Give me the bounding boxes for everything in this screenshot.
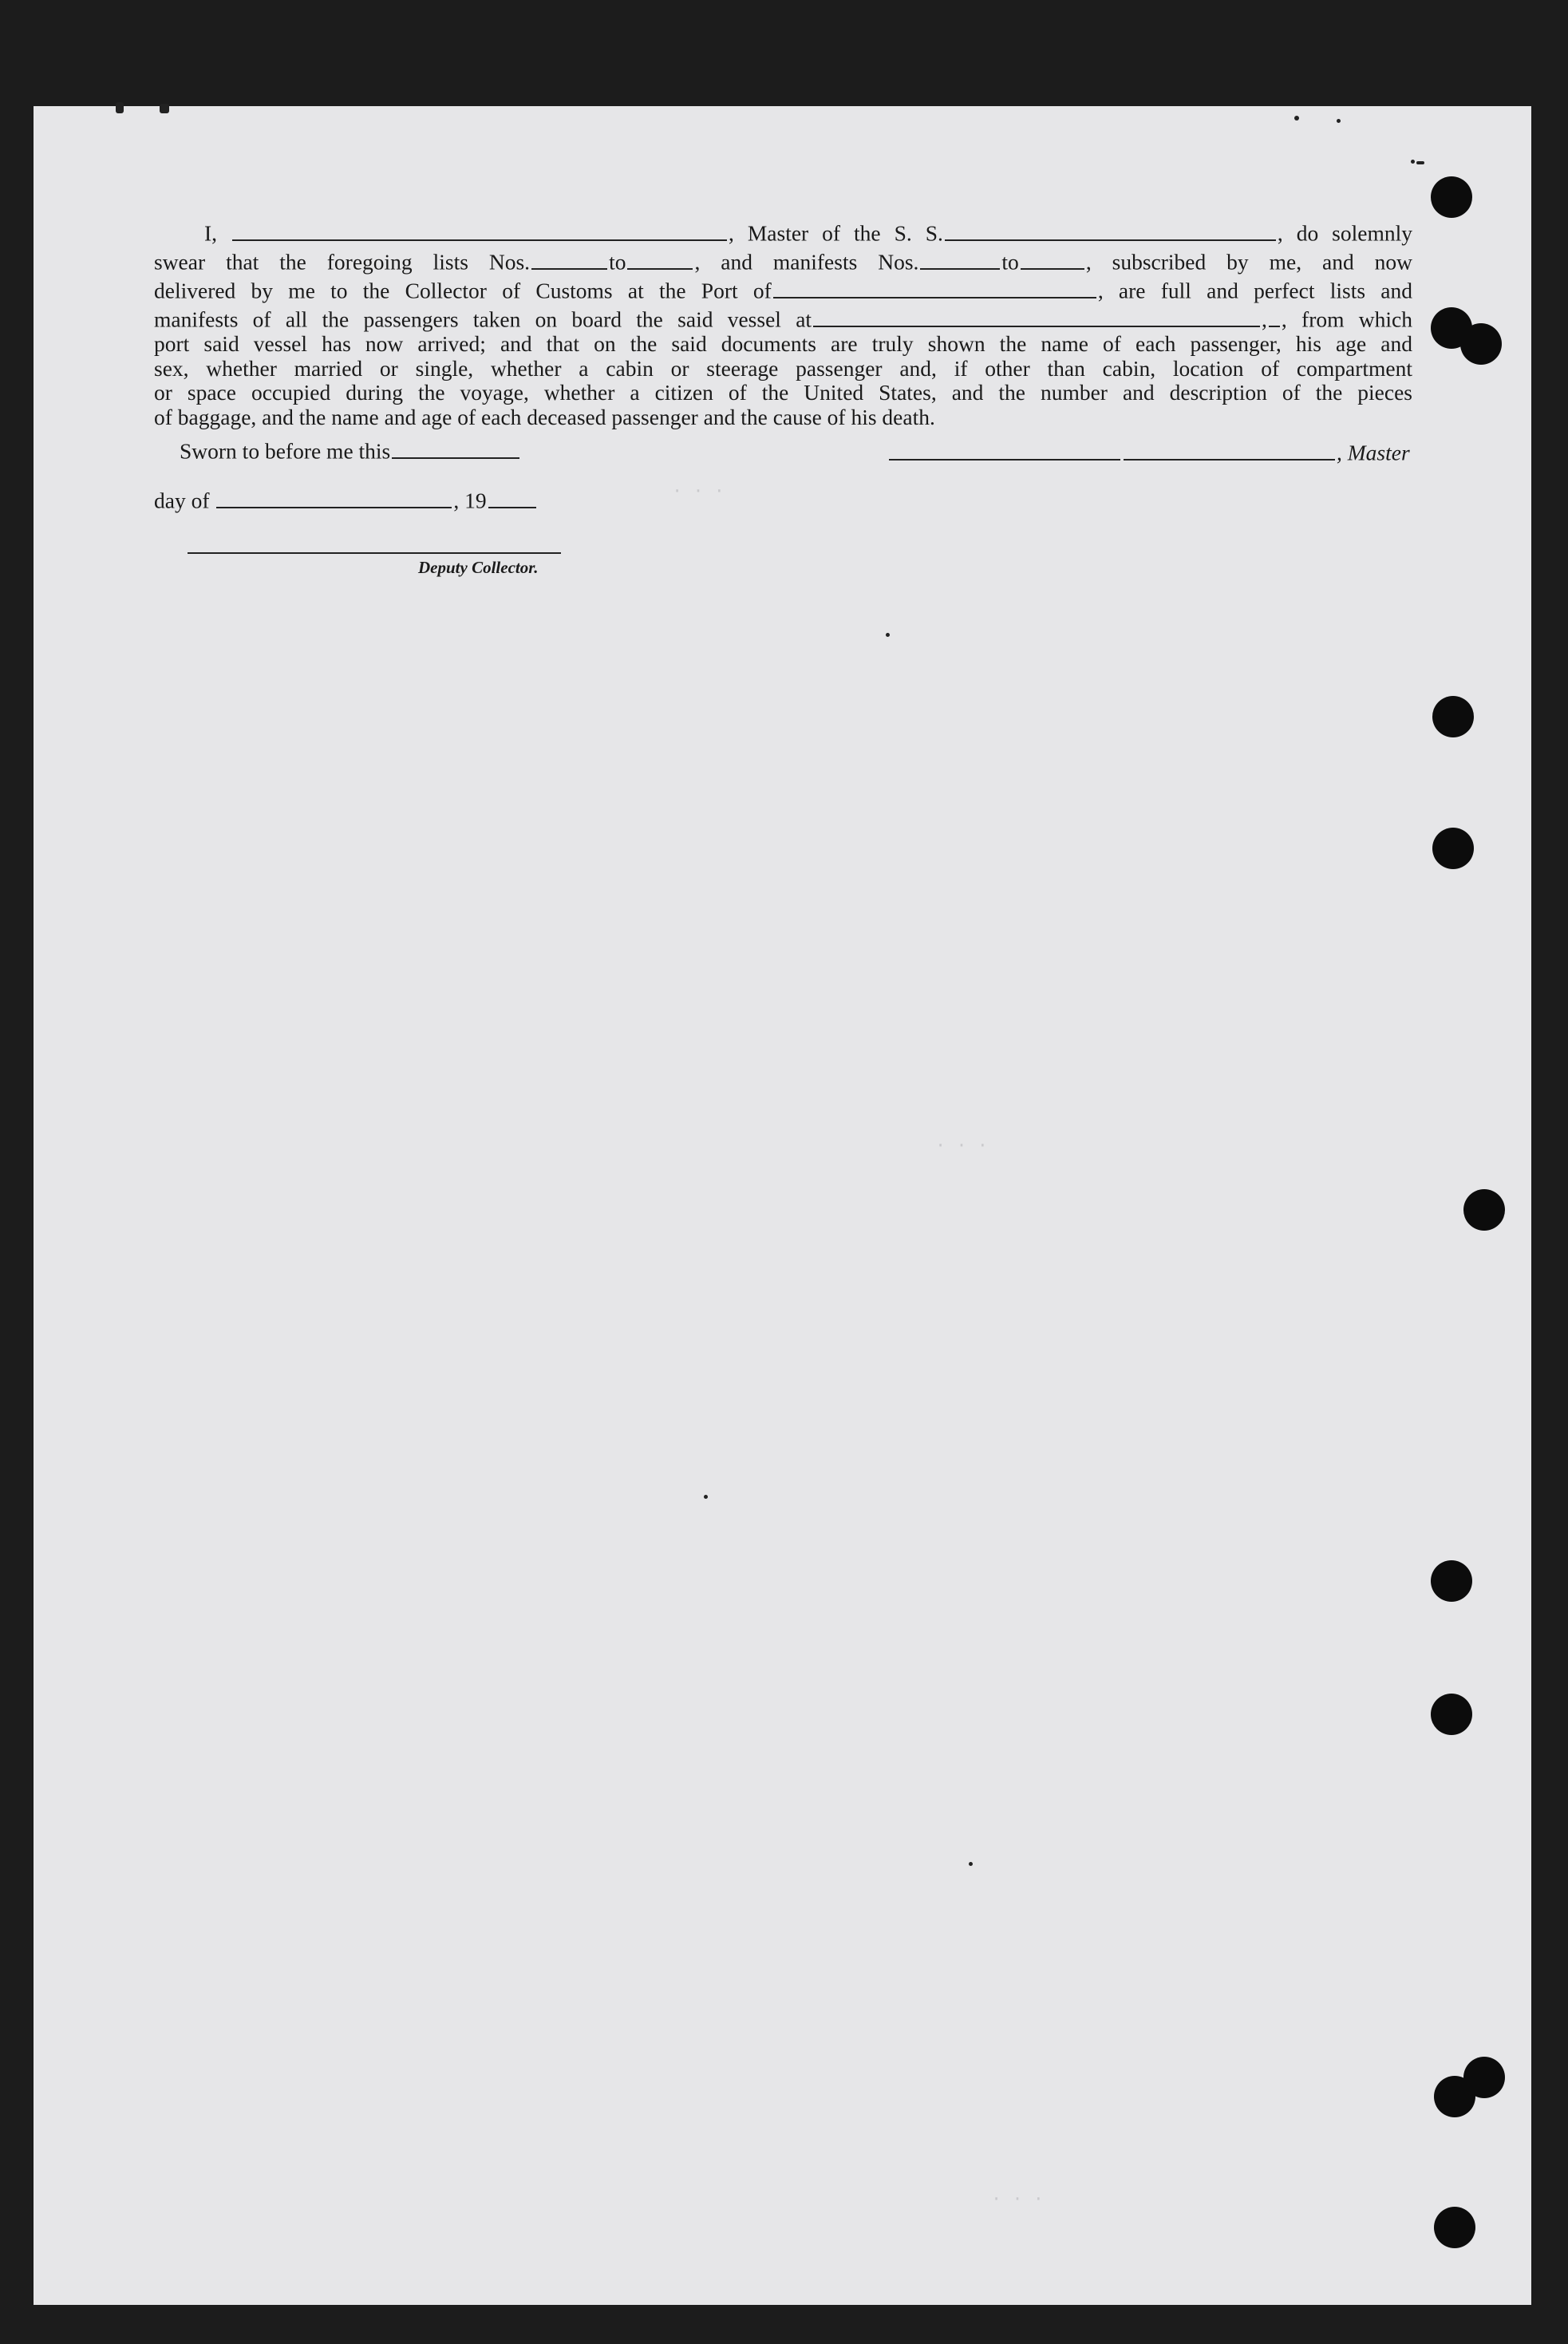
manifest-to-blank (1021, 246, 1084, 270)
sworn-day-blank (392, 435, 519, 459)
list-from-blank (531, 246, 607, 270)
oath-text: , are full and perfect lists and (1097, 278, 1412, 303)
bleed-through-mark: · · · (672, 481, 725, 501)
deputy-signature-line (188, 552, 561, 554)
bleed-through-mark: · · · (991, 2189, 1045, 2209)
oath-text: , from which (1281, 306, 1412, 332)
speck (969, 1862, 973, 1866)
oath-text: , Master of the S. S. (729, 220, 943, 246)
master-signature-blank-2 (1124, 437, 1335, 460)
punch-hole (1432, 696, 1474, 737)
oath-line-8: of baggage, and the name and age of each deceased passenger and the cause of his death. (154, 404, 935, 429)
document-page (34, 106, 1531, 2305)
oath-line-4 (154, 303, 1412, 332)
punch-hole (1434, 2207, 1475, 2248)
speck (704, 1495, 708, 1499)
speck (1337, 119, 1341, 123)
deputy-collector-label: Deputy Collector. (418, 558, 539, 577)
master-signature-line (887, 437, 1410, 466)
port-blank (773, 275, 1096, 298)
punch-hole (1431, 176, 1472, 218)
sworn-line (180, 435, 521, 464)
master-signature-blank-1 (889, 437, 1120, 460)
ship-name-blank (945, 217, 1276, 241)
bleed-through-mark: · · · (935, 1136, 989, 1156)
year-blank (488, 484, 536, 508)
punch-hole (1463, 1189, 1505, 1231)
master-name-blank (232, 217, 727, 241)
sworn-label: Sworn to before me this (180, 438, 391, 464)
oath-line-1 (154, 217, 1412, 246)
corner-mark (116, 102, 124, 113)
punch-hole (1431, 1694, 1472, 1735)
speck (886, 633, 890, 637)
oath-line-5: port said vessel has now arrived; and that on the said documents are truly shown the name of each passenger, his age and (154, 331, 1412, 356)
punch-hole (1431, 1560, 1472, 1602)
speck (1294, 116, 1299, 121)
corner-mark (160, 104, 169, 113)
date-blank (1269, 303, 1280, 327)
oath-line-2 (154, 246, 1412, 275)
oath-line-6: sex, whether married or single, whether a cabin or steerage passenger and, if other than cabin, location of compartment (154, 355, 1412, 381)
punch-hole (1434, 2076, 1475, 2117)
oath-text: to (1001, 249, 1019, 275)
oath-text: swear that the foregoing lists Nos. (154, 249, 531, 275)
year-label: , 19 (453, 488, 487, 513)
oath-text: delivered by me to the Collector of Customs at the Port of (154, 278, 772, 303)
speck (1416, 161, 1424, 164)
master-label: , Master (1337, 440, 1410, 465)
punch-hole (1432, 828, 1474, 869)
oath-text: , (1262, 306, 1267, 332)
punch-hole (1460, 323, 1502, 365)
day-of-line (154, 484, 538, 514)
departure-port-blank (813, 303, 1260, 327)
oath-text: I, (204, 220, 218, 246)
day-of-label: day of (154, 488, 210, 513)
oath-text: to (609, 249, 626, 275)
oath-text: , subscribed by me, and now (1085, 249, 1413, 275)
oath-paragraph (154, 217, 1412, 429)
oath-line-3 (154, 275, 1412, 303)
manifest-from-blank (920, 246, 1000, 270)
speck (1411, 160, 1415, 164)
month-blank (216, 484, 452, 508)
oath-text: manifests of all the passengers taken on board the said vessel at (154, 306, 812, 332)
oath-line-7: or space occupied during the voyage, whether a citizen of the United States, and the number and description of the pieces (154, 380, 1412, 405)
oath-text: , and manifests Nos. (694, 249, 919, 275)
list-to-blank (627, 246, 693, 270)
oath-text: , do solemnly (1277, 220, 1412, 246)
